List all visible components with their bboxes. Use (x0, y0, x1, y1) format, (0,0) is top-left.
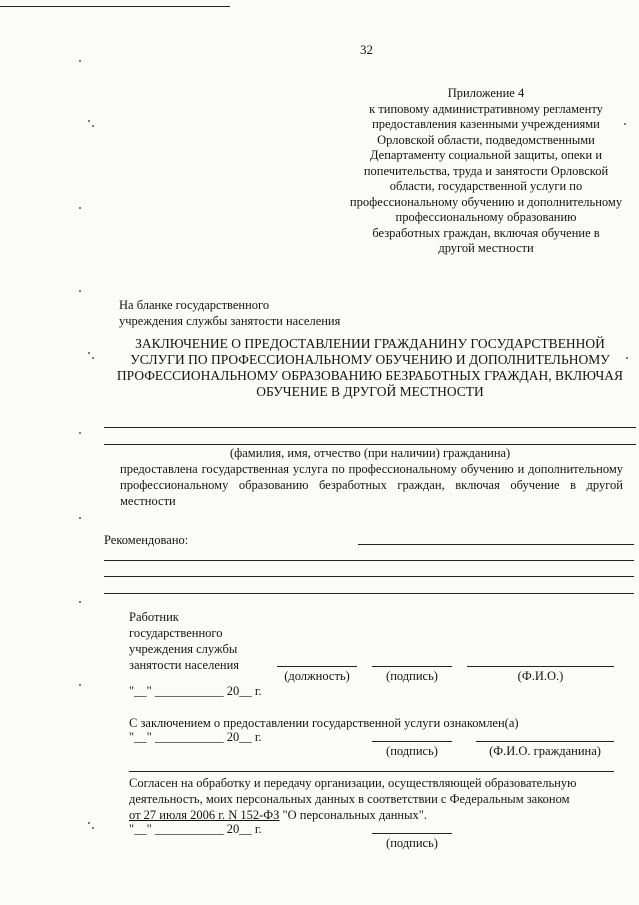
scan-speck (79, 290, 81, 292)
scan-speck (79, 207, 81, 209)
letterhead-note-line: На бланке государственного (119, 298, 270, 312)
scan-speck (79, 684, 81, 686)
recommended-line (104, 560, 634, 561)
scan-speck (88, 120, 90, 122)
consent-line: Согласен на обработку и передачу организации, осуществляющей образовательную (129, 776, 577, 790)
fio-signature-line (467, 666, 614, 667)
document-title (105, 336, 635, 400)
citizen-fio-caption: (Ф.И.О. гражданина) (489, 744, 601, 758)
fio-line (104, 427, 636, 428)
appendix-line: безработных граждан, включая обучение в (372, 225, 600, 240)
separator-line (129, 771, 614, 772)
signature-caption: (подпись) (386, 744, 438, 758)
letterhead-note-line: учреждения службы занятости населения (119, 314, 341, 328)
date-line: "__" ___________ 20__ г. (129, 730, 262, 744)
scan-speck (79, 517, 81, 519)
fio-caption: (фамилия, имя, отчество (при наличии) гражданина) (230, 446, 511, 460)
signature-line (372, 666, 452, 667)
consent-line: деятельность, моих персональных данных в соответствии с Федеральным законом (129, 792, 570, 806)
scan-speck (88, 352, 90, 354)
recommended-label: Рекомендовано: (104, 533, 189, 547)
appendix-heading (330, 86, 639, 257)
appendix-line: к типовому административному регламенту (369, 101, 603, 116)
position-caption: (должность) (284, 669, 350, 683)
signature-line (372, 741, 452, 742)
law-title: "О персональных данных". (279, 808, 427, 822)
consent-text (129, 775, 609, 823)
document-title-line: ЗАКЛЮЧЕНИЕ О ПРЕДОСТАВЛЕНИИ ГРАЖДАНИНУ ГОСУДАРСТВЕННОЙ (135, 336, 605, 351)
citizen-fio-line (476, 741, 614, 742)
recommended-line (104, 593, 634, 594)
worker-label-line: учреждения службы (129, 642, 238, 656)
date-line: "__" ___________ 20__ г. (129, 822, 262, 836)
appendix-line: предоставления казенными учреждениями (372, 117, 600, 131)
law-reference: от 27 июля 2006 г. N 152-ФЗ (129, 808, 280, 822)
scan-speck (92, 827, 94, 829)
document-title-line: УСЛУГИ ПО ПРОФЕССИОНАЛЬНОМУ ОБУЧЕНИЮ И ДОПОЛНИТЕЛЬНОМУ (130, 352, 610, 367)
appendix-line: профессиональному обучению и дополнительному (349, 194, 623, 209)
scan-speck (79, 601, 81, 603)
service-text: предоставлена государственная услуга по профессиональному обучению и дополнительному профессиональному образованию безработных граждан, включая обучение в другой местности (120, 462, 623, 508)
scan-speck (79, 432, 81, 434)
scan-speck (79, 60, 81, 62)
document-title-line: ОБУЧЕНИЕ В ДРУГОЙ МЕСТНОСТИ (256, 384, 484, 399)
scan-edge-line (0, 6, 230, 7)
appendix-line: попечительства, труда и занятости Орловской (363, 163, 609, 178)
recommended-line (358, 544, 634, 545)
letterhead-note (119, 297, 340, 329)
position-line (277, 666, 357, 667)
recommended-line (104, 576, 634, 577)
scan-speck (92, 357, 94, 359)
fio-line (104, 444, 636, 445)
appendix-line: Департаменту социальной защиты, опеки и (369, 148, 603, 162)
worker-label-line: Работник (129, 610, 179, 624)
appendix-title: Приложение 4 (447, 86, 525, 100)
scan-speck (88, 822, 90, 824)
scan-speck (92, 125, 94, 127)
worker-label (129, 609, 239, 673)
appendix-line: области, государственной услуги по (389, 179, 583, 193)
appendix-line: Орловской области, подведомственными (377, 132, 595, 147)
fio-caption-short: (Ф.И.О.) (517, 669, 564, 683)
acquainted-text: С заключением о предоставлении государственной услуги ознакомлен(а) (129, 716, 519, 730)
date-line: "__" ___________ 20__ г. (129, 684, 262, 698)
signature-line (372, 833, 452, 834)
document-title-line: ПРОФЕССИОНАЛЬНОМУ ОБРАЗОВАНИЮ БЕЗРАБОТНЫХ ГРАЖДАН, ВКЛЮЧАЯ (116, 368, 624, 383)
page-number: 32 (360, 42, 373, 57)
appendix-line: другой местности (438, 241, 534, 255)
appendix-line: профессиональному образованию (395, 210, 577, 224)
consent-signature-caption: (подпись) (386, 836, 438, 850)
signature-caption: (подпись) (386, 669, 438, 683)
worker-label-line: государственного (129, 626, 223, 640)
consent-line (129, 807, 609, 823)
worker-label-line: занятости населения (129, 658, 240, 672)
